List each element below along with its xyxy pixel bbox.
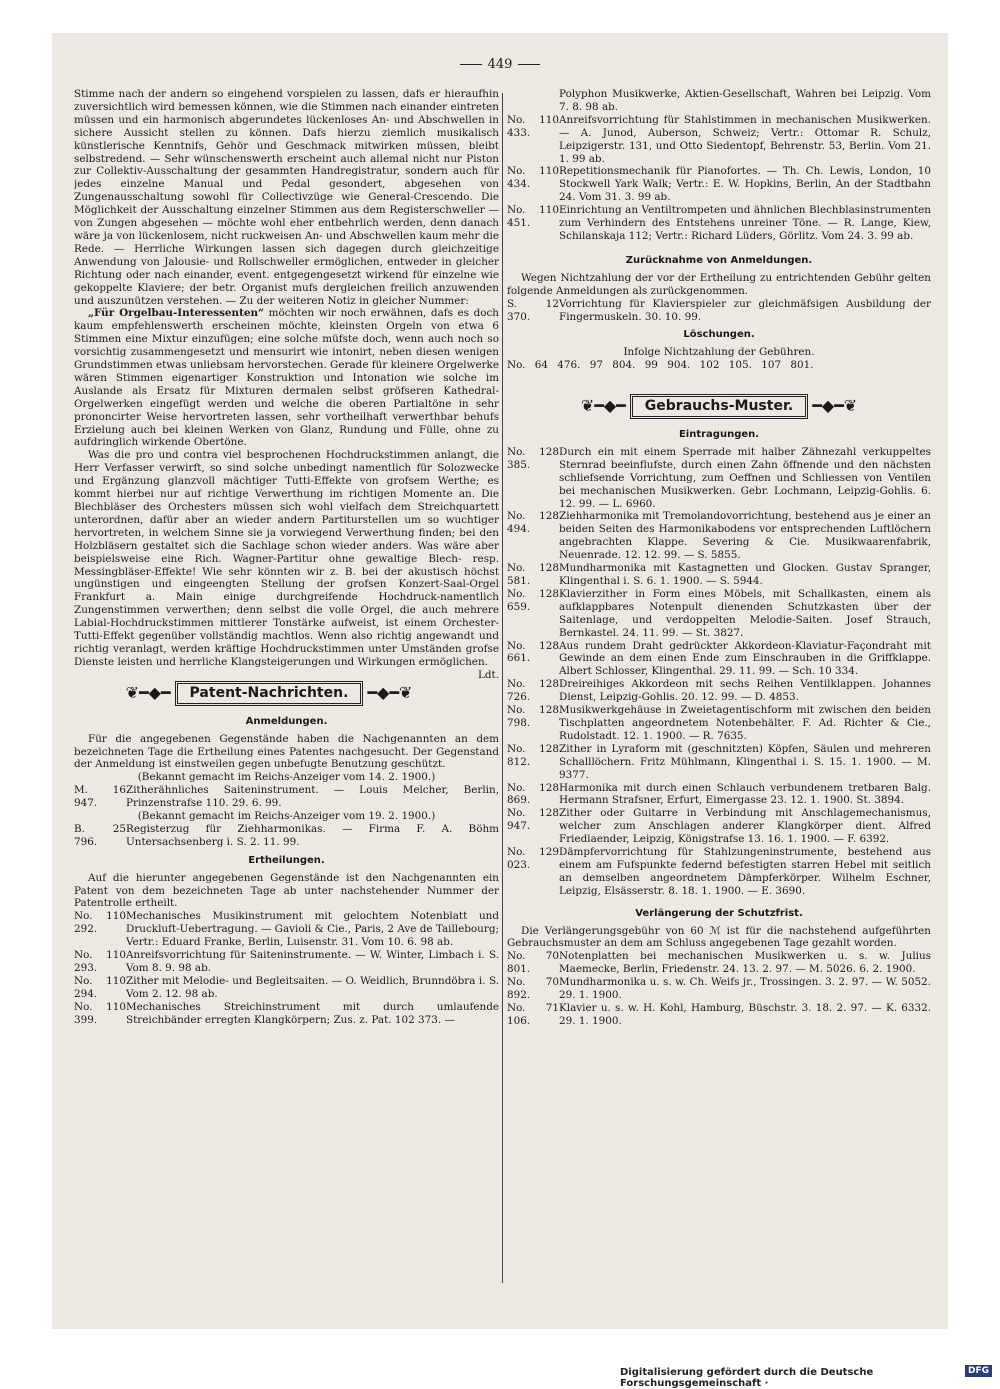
list-item: [74, 823, 499, 849]
bold-lead: „Für Orgelbau-Interessenten“: [88, 307, 265, 320]
list-item: [507, 588, 931, 640]
section-intro: Für die angegebenen Gegenstände haben die Nachgenannten an dem bezeichneten Tage die Ertheilung eines Patentes nachgesucht. Der Gegenstand der Anmeldung ist einstweilen gegen unbefugte Benutzung geschützt.: [74, 732, 499, 771]
list-item: [507, 678, 931, 704]
list-item: [507, 298, 931, 324]
section-heading: Eintragungen.: [678, 429, 760, 441]
list-item: [507, 640, 931, 679]
entry-number: No. 128 385.: [507, 445, 559, 471]
entry-text: Repetitionsmechanik für Pianofortes. — Th. Ch. Lewis, London, 10 Stockwell Yark Walk; Vertr.: E. W. Hopkins, Berlin, An der Stadtbahn 24. Vom 31. 3. 99 ab.: [559, 165, 931, 204]
list-item: [74, 975, 499, 1001]
entry-number: No. 129 023.: [507, 846, 559, 871]
list-item: [74, 1001, 499, 1027]
entry-number: No. 128 661.: [507, 639, 559, 665]
entry-text: Registerzug für Ziehharmonikas. — Firma F. A. Böhm Untersachsenberg i. S. 2. 11. 99.: [126, 822, 499, 848]
section-heading: Zurücknahme von Anmeldungen.: [625, 254, 813, 266]
entry-text: Anreifsvorrichtung für Stahlstimmen in mechanischen Musikwerken. — A. Junod, Auberson, Schweiz; Vertr.: Ottomar R. Schulz, Leipzigerstr. 131, und Otto Siedentopf, Behrenstr. 53, Berlin. Vom 21. 1. 99 ab.: [559, 113, 931, 165]
entry-text: Dämpfervorrichtung für Stahlzungeninstrumente, bestehend aus einem am Fufspunkte federnd befestigten starren Hebel mit seitlich an demselben angeordnetem Dämpferkörper. Wilhelm Eschner, Leipzig, Elsässerstr. 8. 18. 1. 1900. — E. 3690.: [559, 846, 931, 897]
entry-number: S. 12 370.: [507, 297, 559, 323]
left-column: [74, 88, 499, 1288]
entry-text: Mechanisches Musikinstrument mit gelochtem Notenblatt und Druckluft-Uebertragung. — Gavioli & Cie., Paris, 2 Ave de Taillebourg; Vertr.: Eduard Franke, Berlin, Luisenstr. 31. Vom 10. 6. 98 ab.: [126, 910, 499, 949]
ornament-left-icon: ❦━◆━: [125, 682, 171, 702]
entry-number: No. 71 106.: [507, 1002, 559, 1027]
entry-text: Zither mit Melodie- und Begleitsaiten. — O. Weidlich, Brunndöbra i. S. Vom 2. 12. 98 ab.: [126, 974, 499, 1000]
list-item: [74, 949, 499, 975]
entry-text: Zither in Lyraform mit (geschnitzten) Köpfen, Säulen und mehreren Schalllöchern. Fritz Mühlmann, Klingenthal i. S. 15. 1. 1900. — M. 9377.: [559, 742, 931, 781]
article-paragraph: Stimme nach der andern so eingehend vorspielen zu lassen, dafs er hieraufhin zuversichtlich wird bemessen können, wie die Stimmen nach einander eintreten müssen und ein harmonisch abgerundetes lückenloses An- und Abschwellen in sichere Aussicht stellen zu können. Dafs hierzu ziemlich musikalisch künstlerische Kenntnifs, Gehör und Geschmack mitwirken müssen, bleibt selbstredend. — Sehr wünschenswerth erscheint auch allemal nicht nur Piston zur Collektiv-Ausschaltung der gesammten Handregistratur, sondern auch für jedes einzelne Manual und Pedal gesondert, abgesehen von Zungenausschaltung sowohl für Collectivzüge wie General-Crescendo. Die Möglichkeit der Ausschaltung einzelner Stimmen aus dem Registerschweller — von Zungen abgesehen — möchte wohl eher entbehrlich werden, denn danach wäre ja von lückenlosem, nicht ruckweisen An- und Abschwellen kaum mehr die Rede. — Herrliche Wirkungen lassen sich dagegen durch gleichzeitige Anwendung von Jalousie- und Rollschweller ermöglichen, entweder in gleicher Richtung oder nach einander, event. entgegengesetzt wirkend für einzelne wie gekoppelte Klaviere; der betr. Organist mufs dergleichen freilich anzuwenden und auszunützen verstehen. — Zu der weiteren Notiz in gleicher Nummer:: [74, 88, 499, 307]
list-item: [507, 165, 931, 204]
list-item: [507, 510, 931, 562]
section-intro: Auf die hierunter angegebenen Gegenstände ist den Nachgenannten ein Patent von dem bezeichneten Tage ab unter nachstehender Nummer der Patentrolle ertheilt.: [74, 871, 499, 910]
entry-text: Dreireihiges Akkordeon mit sechs Reihen Ventilklappen. Johannes Dienst, Leipzig-Gohlis. 20. 12. 99. — D. 4853.: [559, 678, 931, 704]
entry-text: Zither oder Guitarre in Verbindung mit Anschlagemechanismus, welcher zum Anschlagen anderer Klangkörper dient. Alfred Friedlaender, Leipzig, Königstrafse 13. 16. 1. 1900. — F. 6392.: [559, 807, 931, 846]
entry-number: No. 110 434.: [507, 165, 559, 191]
dfg-logo: DFG: [965, 1365, 992, 1377]
paragraph-text: möchten wir noch erwähnen, dafs es doch kaum empfehlenswerth erscheinen möchte, kleinsten Orgeln von etwa 6 Stimmen eine Mixtur einzufügen; eine solche müfste doch, wenn auch noch so vorsichtig zusammengesetzt und mensurirt wie intonirt, neben diesen wenigen Grundstimmen etwas unliebsam hervorstechen. Gerade für kleinere Orgelwerke wären Stimmen eigenartiger Konstruktion und Intonation wie solche im Auslande als Ersatz für Mixturen dermalen selbst gröfseren Kathedral-Orgelwerken eingefügt werden und welche die oberen Partialtöne in sehr prononcirter Weise hervortreten lassen, sehr vortheilhaft verwerthbar behufs Erzielung auch bei kleinen Werken von Glanz, Rundung und Fülle, ohne zu aufdringlich wirkende Obertöne.: [74, 307, 499, 449]
section-heading: Löschungen.: [683, 329, 755, 341]
entry-number: No. 128 581.: [507, 562, 559, 587]
entry-text: Klavierzither in Form eines Möbels, mit Schallkasten, einem als aufklappbares Notenpult dienenden Schutzkasten über der Saitenlage, und verdoppelten Melodie-Saiten. Josef Strauch, Bernkastel. 24. 11. 99. — St. 3827.: [559, 587, 931, 639]
list-item: [507, 950, 931, 976]
section-heading: Verlängerung der Schutzfrist.: [635, 907, 803, 919]
page-number: [52, 57, 948, 72]
entry-number: M. 16 947.: [74, 784, 126, 810]
article-paragraph: [74, 307, 499, 449]
entry-number: No. 128 947.: [507, 807, 559, 833]
entry-number: No. 70 801.: [507, 950, 559, 976]
entry-number: No. 128 812.: [507, 742, 559, 768]
entry-number: No. 128 869.: [507, 781, 559, 807]
list-item: [507, 807, 931, 846]
entry-text: Mundharmonika u. s. w. Ch. Weifs jr., Trossingen. 3. 2. 97. — W. 5052. 29. 1. 1900.: [559, 976, 931, 1002]
section-intro: Infolge Nichtzahlung der Gebühren.: [623, 346, 815, 359]
page-number-text: 449: [487, 57, 513, 72]
entry-text: Harmonika mit durch einen Schlauch verbundenem tretbaren Balg. Hermann Strafsner, Erfurt, Eimergasse 23. 12. 1. 1900. St. 3894.: [559, 781, 931, 807]
entry-number: No. 110 399.: [74, 1000, 126, 1026]
entry-text: Musikwerkgehäuse in Zweietagentischform mit zwischen den beiden Tischplatten angeordnetem Notenbehälter. F. Ad. Richter & Cie., Rudolstadt. 12. 1. 1900. — R. 7635.: [559, 704, 931, 742]
scanned-page: [52, 33, 948, 1329]
footer-credit: Digitalisierung gefördert durch die Deutsche Forschungsgemeinschaft ·: [620, 1367, 874, 1389]
section-heading: Ertheilungen.: [248, 854, 325, 866]
entry-number: No. 110 293.: [74, 949, 126, 974]
ornament-right-icon: ━◆━❦: [367, 682, 413, 702]
entry-number: No. 70 892.: [507, 976, 559, 1002]
registration-list: [507, 446, 931, 898]
gebrauchs-muster-banner: [507, 394, 931, 419]
publication-note: (Bekannt gemacht im Reichs-Anzeiger vom 19. 2. 1900.): [137, 810, 436, 823]
entry-number: No. 128 798.: [507, 704, 559, 729]
section-intro: Die Verlängerungsgebühr von 60 ℳ ist für die nachstehend aufgeführten Gebrauchsmuster an dem am Schluss angegebenen Tage gezahlt worden.: [507, 924, 931, 950]
list-item: [507, 204, 931, 243]
banner-title: Gebrauchs-Muster.: [630, 394, 808, 419]
entry-number: No. 128 494.: [507, 510, 559, 536]
banner-title: Patent-Nachrichten.: [175, 681, 364, 706]
right-column: [507, 88, 931, 1288]
entry-text: Mechanisches Streichinstrument mit durch umlaufende Streichbänder erregten Klangkörpern; Zus. z. Pat. 102 373. —: [126, 1000, 499, 1026]
entry-number: No. 110 433.: [507, 113, 559, 139]
patent-nachrichten-banner: [74, 681, 464, 706]
list-item: [507, 782, 931, 808]
entry-number: B. 25 796.: [74, 822, 126, 848]
entry-text: Klavier u. s. w. H. Kohl, Hamburg, Büschstr. 3. 18. 2. 97. — K. 6332. 29. 1. 1900.: [559, 1002, 931, 1027]
entry-text: Ziehharmonika mit Tremolandovorrichtung, bestehend aus je einer an beiden Seiten des Harmonikabodens vor entsprechenden Luftlöchern angebrachten Klappe. Severing & Cie. Musikwaarenfabrik, Neuenrade. 12. 12. 99. — S. 5855.: [559, 510, 931, 562]
entry-number: No. 110 294.: [74, 974, 126, 1000]
entry-text: Anreifsvorrichtung für Saiteninstrumente. — W. Winter, Limbach i. S. Vom 8. 9. 98 ab.: [126, 949, 499, 974]
list-item: [507, 562, 931, 588]
entry-number: No. 128 659.: [507, 587, 559, 613]
continued-entry: Polyphon Musikwerke, Aktien-Gesellschaft, Wahren bei Leipzig. Vom 7. 8. 98 ab.: [559, 88, 931, 113]
list-item: [507, 976, 931, 1002]
column-divider: [502, 93, 503, 1283]
ornament-left-icon: ❦━◆━: [580, 396, 626, 416]
list-item: [74, 910, 499, 949]
paragraph-text: Was die pro und contra viel besprochenen Hochdruckstimmen anlangt, die Herr Verfasser verwirft, so sind solche unbedingt namentlich für Solozwecke und Ergänzung glanzvoll mächtiger Tutti-Effekte von grofsem Werthe; es kommt hierbei nur auf richtige Verwerthung im richtigen Momente an. Die Blechbläser des Orchesters müssen sich wohl vielfach dem Streichquartett unterordnen, dafür aber an wieder andern Partiturstellen um so wuchtiger hervortreten, in welchem Sinne sie ja vorwiegend Verwerthung finden; bei den Holzbläsern gestaltet sich die Sachlage schon wieder anders. Was wäre aber beispielsweise eine Rich. Wagner-Partitur ohne gewaltige Blech- resp. Messingbläser-Effekte! Wie sehr könnten wir z. B. bei der akustisch höchst ungünstigen und eingeengten Stellung der grofsen Konzert-Saal-Orgel Frankfurt a. Main einige durchgreifende Hochdruck-namentlich Zungenstimmen verwerthen; denn selbst die volle Orgel, die auch mehrere Labial-Hochdruckstimmen mittlerer Tonstärke aufweist, ist einem Orchester-Tutti-Effekt gegenüber vollständig machtlos. Wenn also richtig angewandt und richtig veranlagt, werden kräftige Hochdruckstimmen unter Umständen grofse Dienste leisten und herrliche Klangsteigerungen und Wirkungen ermöglichen.: [74, 449, 499, 668]
ornament-right-icon: ━◆━❦: [812, 396, 858, 416]
list-item: [507, 446, 931, 511]
list-item: [74, 784, 499, 810]
list-item: [507, 846, 931, 898]
entry-number: No. 110 292.: [74, 910, 126, 936]
list-item: [507, 743, 931, 782]
entry-text: Vorrichtung für Klavierspieler zur gleichmäfsigen Ausbildung der Fingermuskeln. 30. 10. 99.: [559, 297, 931, 323]
entry-text: Durch ein mit einem Sperrade mit halber Zähnezahl verkuppeltes Sternrad beeinflufste, durch einen Zahn öffnende und den nächsten schliefsende Vorrichtung, zum Oeffnen und Schliessen von Ventilen bei mechanischen Musikwerken. Gebr. Lochmann, Leipzig-Gohlis. 6. 12. 99. — L. 6960.: [559, 445, 931, 510]
extension-list: [507, 950, 931, 1027]
entry-text: Mundharmonika mit Kastagnetten und Glocken. Gustav Spranger, Klingenthal i. S. 6. 1. 1900. — S. 5944.: [559, 562, 931, 587]
entry-text: Zitherähnliches Saiteninstrument. — Louis Melcher, Berlin, Prinzenstrafse 110. 29. 6. 99.: [126, 784, 499, 810]
entry-number: No. 128 726.: [507, 678, 559, 704]
list-item: [507, 704, 931, 743]
section-intro: Wegen Nichtzahlung der vor der Ertheilung zu entrichtenden Gebühr gelten folgende Anmeldungen als zurückgenommen.: [507, 271, 931, 297]
publication-note: (Bekannt gemacht im Reichs-Anzeiger vom 14. 2. 1900.): [137, 771, 436, 784]
entry-text: Aus rundem Draht gedrückter Akkordeon-Klaviatur-Façondraht mit Gewinde an dem einen Ende zum Einschrauben in die Griffklappe. Albert Schlosser, Klingenthal. 29. 11. 99. — Sch. 10 334.: [559, 639, 931, 678]
section-heading: Anmeldungen.: [245, 715, 328, 727]
article-paragraph: [74, 449, 499, 681]
patent-list: [74, 910, 499, 1026]
author-signature: Ldt.: [477, 668, 499, 681]
patent-list: [507, 114, 931, 243]
list-item: [507, 114, 931, 166]
deletion-list: No. 64 476. 97 804. 99 904. 102 105. 107 801.: [507, 359, 814, 372]
list-item: [507, 1002, 931, 1028]
entry-text: Einrichtung an Ventiltrompeten und ähnlichen Blechblasinstrumenten zum Verhindern des Entstehens unreiner Töne. — R. Lange, Kiew, Schilanskaja 112; Vertr.: Richard Lüders, Görlitz. Vom 24. 3. 99 ab.: [559, 204, 931, 242]
entry-text: Notenplatten bei mechanischen Musikwerken u. s. w. Julius Maemecke, Berlin, Friedenstr. 24. 13. 2. 97. — M. 5026. 6. 2. 1900.: [559, 950, 931, 976]
entry-number: No. 110 451.: [507, 204, 559, 230]
